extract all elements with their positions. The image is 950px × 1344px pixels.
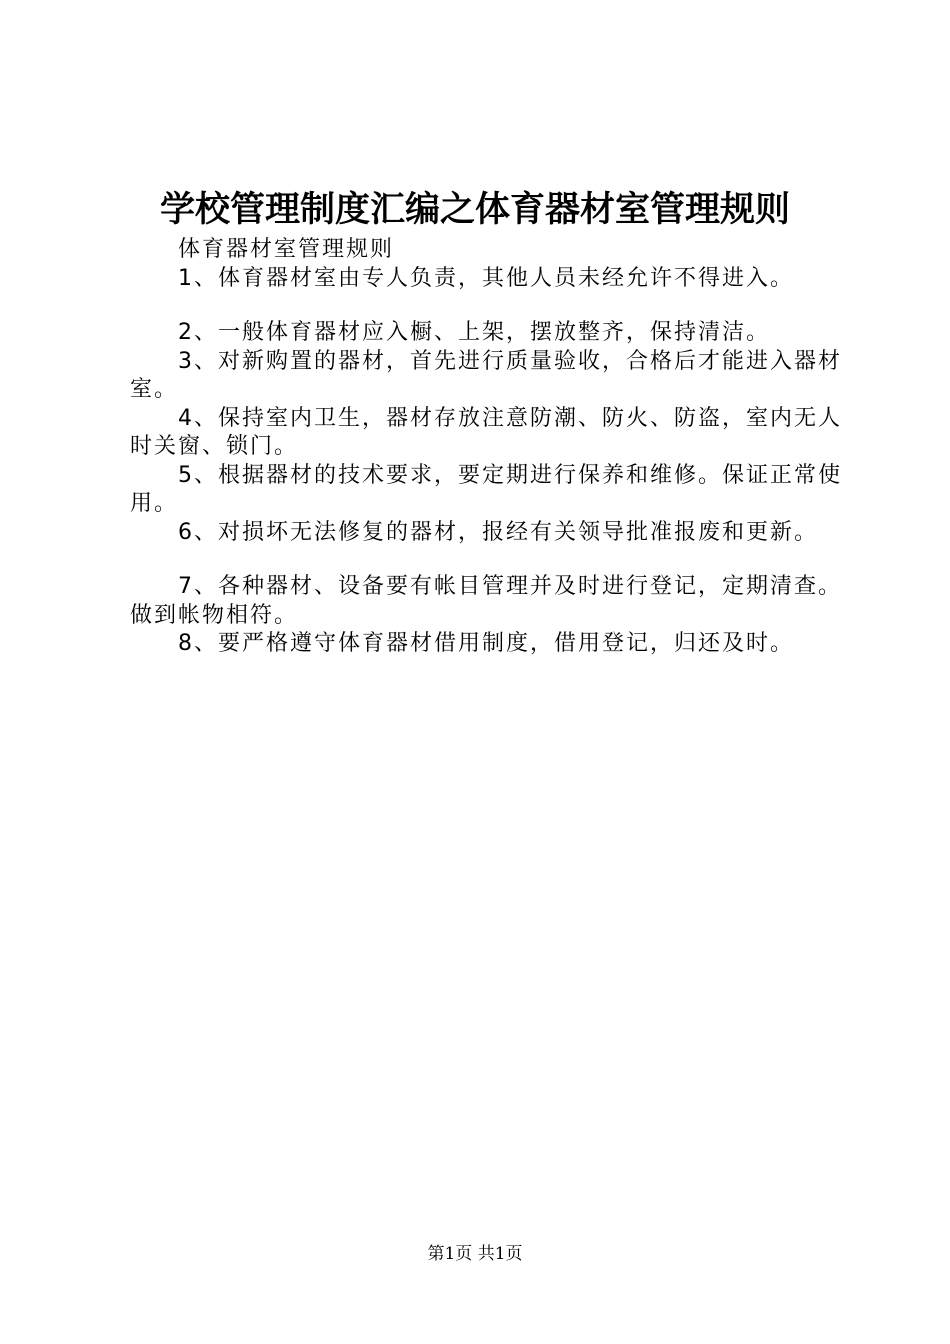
rule-item-6: 6、对损坏无法修复的器材，报经有关领导批准报废和更新。 bbox=[178, 519, 818, 545]
rule-item-7: 7、各种器材、设备要有帐目管理并及时进行登记，定期清查。做到帐物相符。 bbox=[130, 574, 842, 628]
rule-item-2: 2、一般体育器材应入橱、上架，摆放整齐，保持清洁。 bbox=[178, 320, 770, 345]
rule-item-1: 1、体育器材室由专人负责，其他人员未经允许不得进入。 bbox=[178, 265, 794, 291]
rule-item-5: 5、根据器材的技术要求，要定期进行保养和维修。保证正常使用。 bbox=[130, 462, 842, 516]
document-subtitle: 体育器材室管理规则 bbox=[178, 237, 395, 262]
rule-item-3: 3、对新购置的器材，首先进行质量验收，合格后才能进入器材室。 bbox=[130, 348, 842, 402]
document-title: 学校管理制度汇编之体育器材室管理规则 bbox=[159, 189, 790, 230]
rule-item-4: 4、保持室内卫生，器材存放注意防潮、防火、防盗，室内无人时关窗、锁门。 bbox=[130, 405, 842, 459]
rule-item-8: 8、要严格遵守体育器材借用制度，借用登记，归还及时。 bbox=[178, 631, 794, 656]
page-footer: 第1页 共1页 bbox=[427, 1244, 523, 1264]
document-body bbox=[130, 236, 842, 659]
